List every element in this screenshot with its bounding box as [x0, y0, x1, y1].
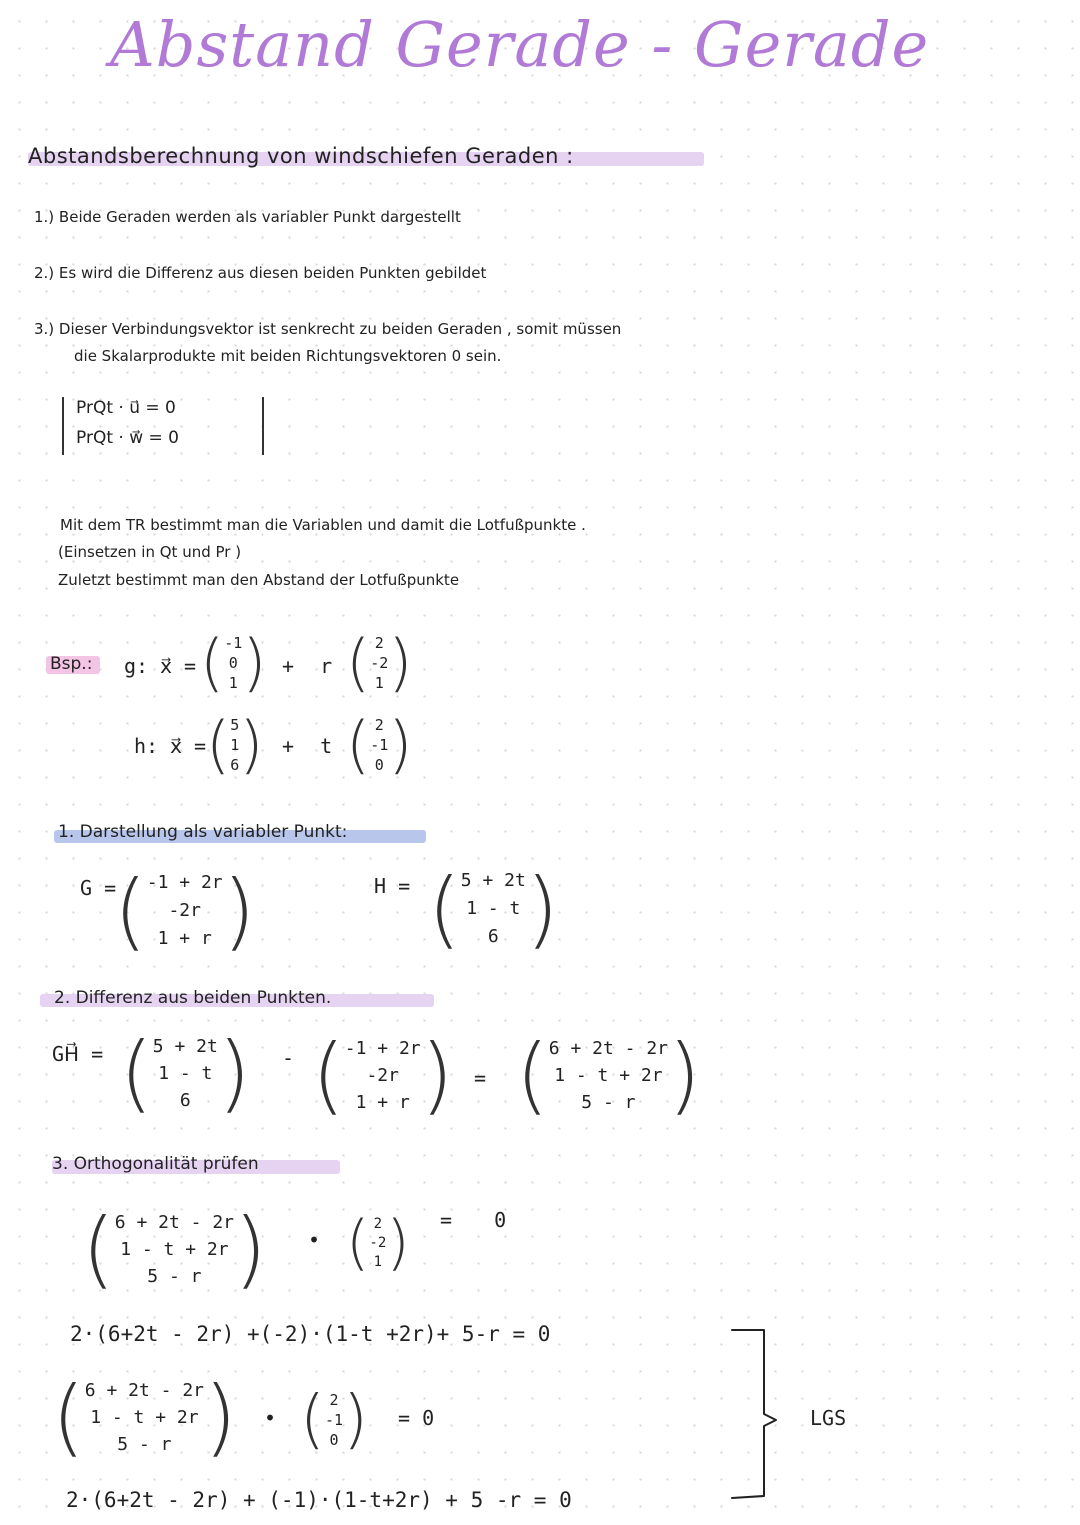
note-1: Mit dem TR bestimmt man die Variablen und damit die Lotfußpunkte . — [60, 516, 586, 534]
system-right-bar — [262, 397, 264, 455]
equation-2-result: = 0 — [398, 1406, 435, 1430]
difference-vector-h: ( 5 + 2t 1 - t 6 ) — [120, 1024, 251, 1122]
orthogonality-vector-2: ( 6 + 2t - 2r 1 - t + 2r 5 - r ) — [52, 1368, 237, 1466]
line-h-param: + t — [282, 734, 333, 758]
vector-gh-label: GH⃗ = — [52, 1042, 104, 1066]
line-h-direction-vector: ( 2 -1 0 ) — [346, 708, 413, 781]
line-g-direction-vector: ( 2 -2 1 ) — [346, 626, 413, 699]
difference-equals: = — [474, 1066, 487, 1090]
section-heading: Abstandsberechnung von windschiefen Geraden : — [28, 144, 574, 168]
direction-vector-u: ( 2 -2 1 ) — [346, 1208, 410, 1278]
step-3-line-2: die Skalarprodukte mit beiden Richtungsvektoren 0 sein. — [74, 347, 502, 365]
point-h-vector: ( 5 + 2t 1 - t 6 ) — [428, 860, 559, 958]
section-1-heading: 1. Darstellung als variabler Punkt: — [58, 822, 348, 842]
step-3-line-1: 3.) Dieser Verbindungsvektor ist senkrecht zu beiden Geraden , somit müssen — [34, 320, 622, 338]
system-row-1: PrQt · u⃗ = 0 — [76, 398, 176, 418]
orthogonality-vector-1: ( 6 + 2t - 2r 1 - t + 2r 5 - r ) — [82, 1200, 267, 1298]
lgs-label: LGS — [810, 1406, 847, 1430]
dot-operator-2: • — [264, 1406, 277, 1430]
section-2-heading: 2. Differenz aus beiden Punkten. — [54, 988, 332, 1008]
note-3: Zuletzt bestimmt man den Abstand der Lotfußpunkte — [58, 571, 460, 589]
line-g-prefix: g: x⃗ = — [124, 654, 197, 678]
line-h-support-vector: ( 5 1 6 ) — [206, 708, 264, 781]
point-g-vector: ( -1 + 2r -2r 1 + r ) — [114, 862, 256, 960]
system-row-2: PrQt · w⃗ = 0 — [76, 428, 179, 448]
lgs-brace — [730, 1326, 790, 1516]
system-left-bar — [62, 397, 64, 455]
line-h-prefix: h: x⃗ = — [134, 734, 207, 758]
example-label: Bsp.: — [50, 654, 93, 674]
line-g-param: + r — [282, 654, 333, 678]
dot-operator-1: • — [308, 1228, 321, 1252]
step-1: 1.) Beide Geraden werden als variabler Punkt dargestellt — [34, 208, 461, 226]
difference-minus: - — [282, 1046, 295, 1070]
scalar-product-expression-2: 2·(6+2t - 2r) + (-1)·(1-t+2r) + 5 -r = 0 — [66, 1488, 572, 1512]
point-h-label: H = — [374, 874, 411, 898]
equation-1-result: = 0 — [440, 1208, 507, 1232]
step-2: 2.) Es wird die Differenz aus diesen beiden Punkten gebildet — [34, 264, 487, 282]
difference-vector-g: ( -1 + 2r -2r 1 + r ) — [312, 1026, 454, 1124]
section-3-heading: 3. Orthogonalität prüfen — [52, 1154, 259, 1174]
direction-vector-w: ( 2 -1 0 ) — [300, 1383, 368, 1457]
line-g-support-vector: ( -1 0 1 ) — [200, 626, 267, 699]
note-2: (Einsetzen in Qt und Pr ) — [58, 543, 242, 561]
scalar-product-expression-1: 2·(6+2t - 2r) +(-2)·(1-t +2r)+ 5-r = 0 — [70, 1322, 551, 1346]
difference-result-vector: ( 6 + 2t - 2r 1 - t + 2r 5 - r ) — [516, 1026, 701, 1124]
page-title: Abstand Gerade - Gerade — [110, 8, 930, 81]
point-g-label: G = — [80, 876, 117, 900]
